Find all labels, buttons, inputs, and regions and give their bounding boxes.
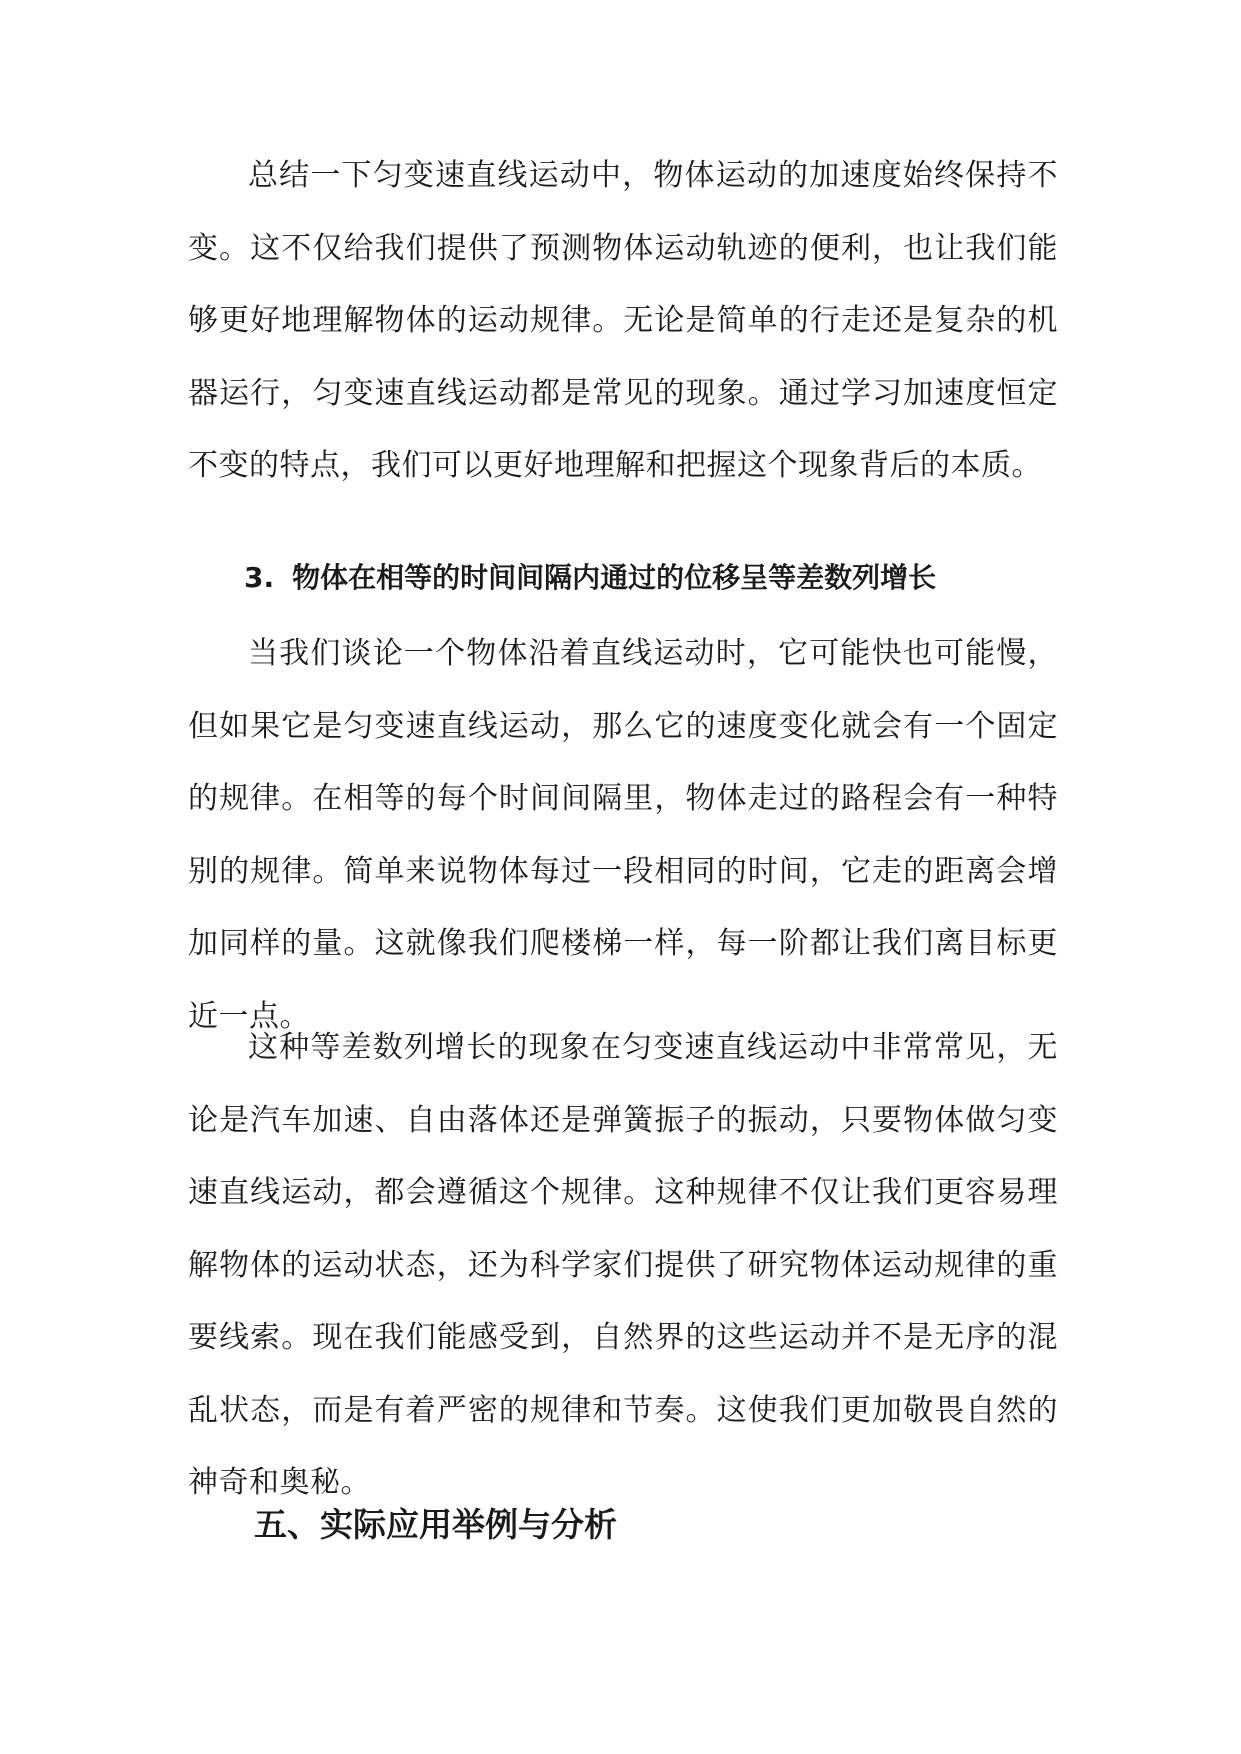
section-heading: 五、实际应用举例与分析 bbox=[254, 1505, 617, 1544]
subsection-title: 物体在相等的时间间隔内通过的位移呈等差数列增长 bbox=[292, 561, 937, 594]
subsection-number: 3. bbox=[244, 561, 275, 594]
paragraph-summary: 总结一下匀变速直线运动中，物体运动的加速度始终保持不变。这不仅给我们提供了预测物体运动轨迹的便利，也让我们能够更好地理解物体的运动规律。无论是简单的行走还是复杂的机器运行，匀变速直线运动都是常见的现象。通过学习加速度恒定不变的特点，我们可以更好地理解和把握这个现象背后的本质。 bbox=[188, 158, 1058, 483]
paragraph-examples: 这种等差数列增长的现象在匀变速直线运动中非常常见，无论是汽车加速、自由落体还是弹簧振子的振动，只要物体做匀变速直线运动，都会遵循这个规律。这种规律不仅让我们更容易理解物体的运动状态，还为科学家们提供了研究物体运动规律的重要线索。现在我们能感受到，自然界的这些运动并不是无序的混乱状态，而是有着严密的规律和节奏。这使我们更加敬畏自然的神奇和奥秘。 bbox=[188, 1030, 1058, 1500]
paragraph-explanation: 当我们谈论一个物体沿着直线运动时，它可能快也可能慢，但如果它是匀变速直线运动，那么它的速度变化就会有一个固定的规律。在相等的每个时间间隔里，物体走过的路程会有一种特别的规律。简单来说物体每过一段相同的时间，它走的距离会增加同样的量。这就像我们爬楼梯一样，每一阶都让我们离目标更近一点。 bbox=[188, 636, 1058, 1034]
subsection-heading bbox=[244, 558, 936, 598]
